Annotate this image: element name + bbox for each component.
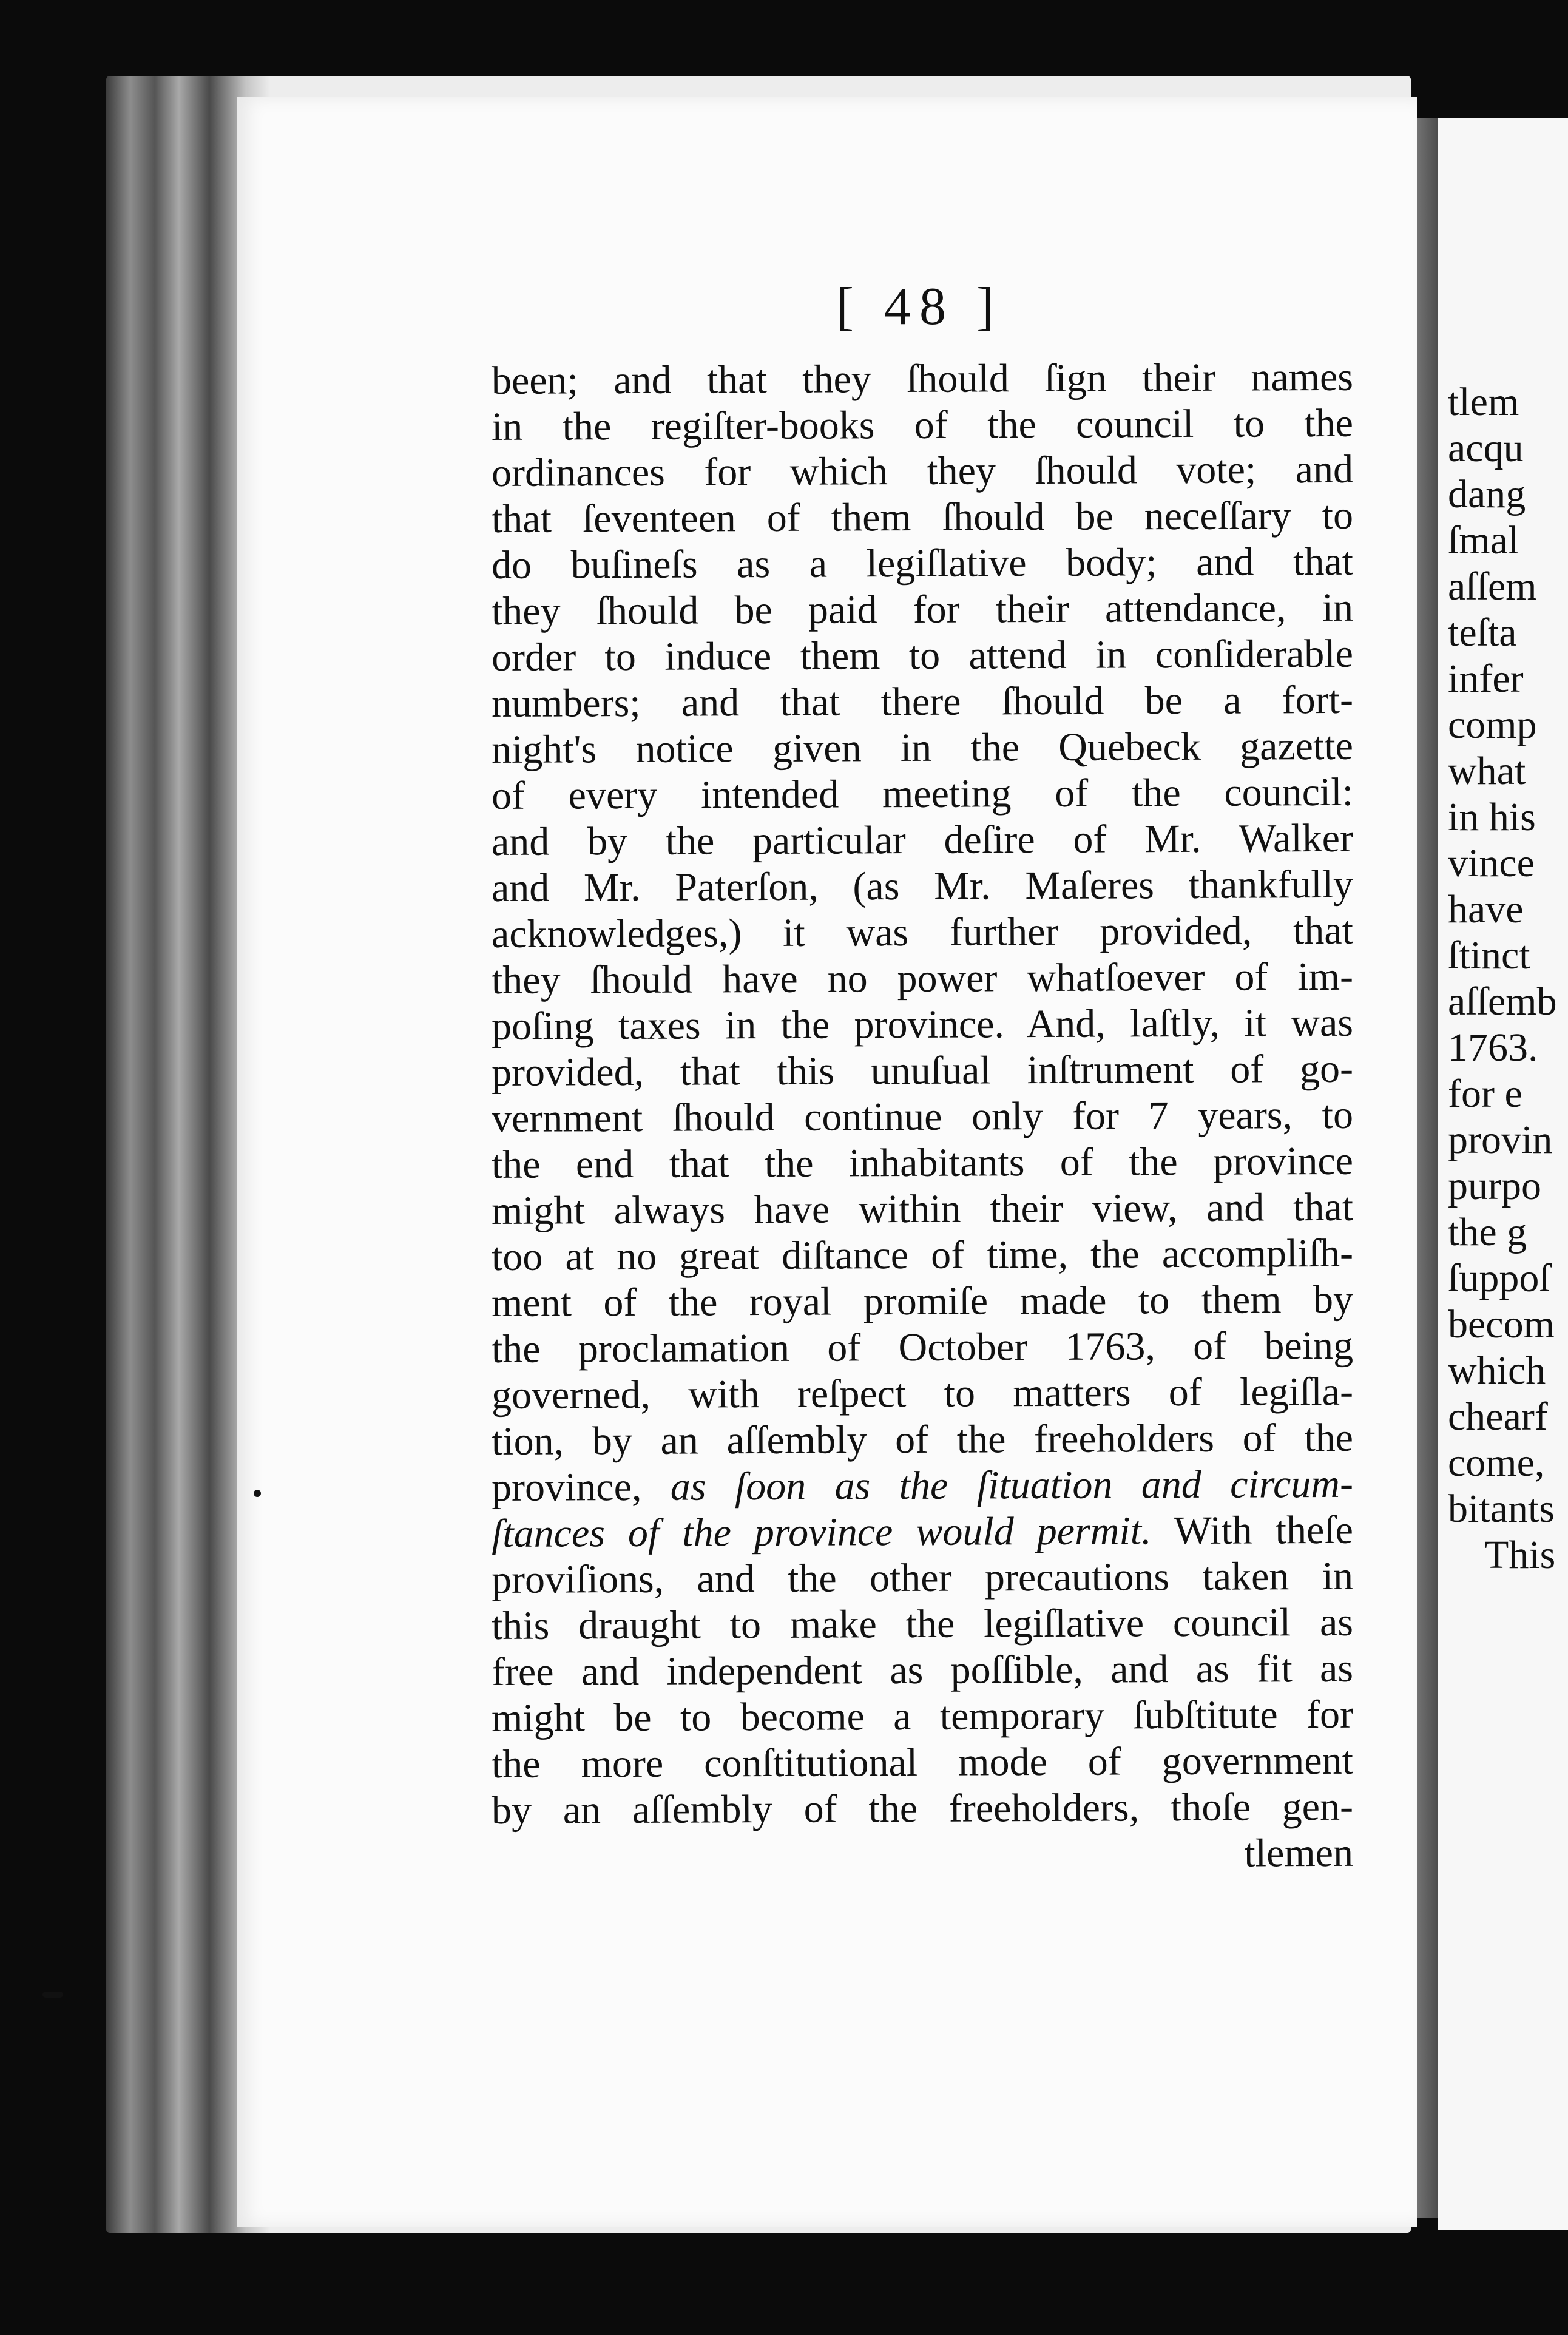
text-line bbox=[492, 954, 1353, 1004]
text-line bbox=[492, 1692, 1353, 1742]
text-run: that ſeventeen of them ſhould be neceſſary to bbox=[491, 493, 1354, 541]
text-run: of every intended meeting of the council: bbox=[491, 769, 1354, 818]
facing-text-line: 1763. bbox=[1448, 1026, 1538, 1070]
text-run: numbers; and that there ſhould be a fort- bbox=[491, 677, 1354, 726]
facing-text-line: provin bbox=[1448, 1118, 1553, 1162]
text-run: tion, by an aſſembly of the freeholders of the bbox=[491, 1415, 1354, 1464]
facing-text-line: dang bbox=[1448, 472, 1526, 516]
text-run: ment of the royal promiſe made to them by bbox=[491, 1277, 1354, 1325]
text-run: and by the particular deſire of Mr. Walker bbox=[491, 816, 1354, 864]
text-run: vernment ſhould continue only for 7 years, to bbox=[491, 1092, 1354, 1141]
text-line bbox=[492, 585, 1353, 635]
facing-text-line: teſta bbox=[1448, 610, 1517, 655]
margin-dot bbox=[254, 1490, 261, 1497]
facing-text-line: tlem bbox=[1448, 380, 1519, 424]
facing-text-line: infer bbox=[1448, 657, 1524, 701]
facing-text-line: comp bbox=[1448, 703, 1537, 747]
text-run: free and independent as poſſible, and as fit as bbox=[491, 1646, 1354, 1694]
facing-text-line: bitants bbox=[1448, 1487, 1555, 1531]
facing-text-line: come, bbox=[1448, 1441, 1545, 1485]
facing-page bbox=[1438, 118, 1568, 2230]
text-line bbox=[492, 1323, 1353, 1373]
text-line bbox=[492, 1415, 1353, 1465]
text-line bbox=[492, 631, 1353, 681]
text-line bbox=[492, 354, 1353, 404]
facing-text-line: acqu bbox=[1448, 426, 1524, 470]
text-run: and Mr. Paterſon, (as Mr. Maſeres thankfully bbox=[491, 862, 1354, 910]
text-run: proviſions, and the other precautions taken in bbox=[491, 1553, 1354, 1602]
text-line bbox=[492, 1231, 1353, 1280]
text-line bbox=[492, 1046, 1353, 1096]
text-run: night's notice given in the Quebeck gazette bbox=[491, 723, 1354, 772]
text-line bbox=[492, 1830, 1353, 1880]
text-run: been; and that they ſhould ſign their names bbox=[491, 354, 1354, 403]
text-run: poſing taxes in the province. And, laſtly, it was bbox=[491, 1000, 1354, 1049]
text-line bbox=[492, 1092, 1353, 1142]
text-run: governed, with reſpect to matters of legiſla- bbox=[491, 1369, 1354, 1418]
text-run: acknowledges,) it was further provided, that bbox=[491, 908, 1354, 956]
facing-page-text bbox=[1448, 379, 1557, 1578]
text-line bbox=[492, 677, 1353, 727]
text-line bbox=[492, 1000, 1353, 1050]
text-line bbox=[492, 1461, 1353, 1511]
facing-text-line: in his bbox=[1448, 795, 1536, 839]
text-run: provided, that this unuſual inſtrument of go- bbox=[491, 1046, 1354, 1095]
text-line bbox=[492, 908, 1353, 958]
text-line bbox=[492, 769, 1353, 819]
text-line bbox=[492, 723, 1353, 773]
facing-text-line: chearf bbox=[1448, 1394, 1548, 1439]
text-run: might always have within their view, and that bbox=[491, 1184, 1354, 1233]
text-run: by an aſſembly of the freeholders, thoſe gen- bbox=[491, 1784, 1354, 1833]
text-line bbox=[492, 1738, 1353, 1788]
italic-text: ſtances of the province would permit. bbox=[491, 1509, 1152, 1556]
facing-text-line: ſuppoſ bbox=[1448, 1256, 1550, 1300]
facing-text-line: the g bbox=[1448, 1210, 1527, 1254]
text-run: order to induce them to attend in conſiderable bbox=[491, 631, 1354, 680]
facing-text-line: have bbox=[1448, 887, 1524, 931]
text-run: tlemen bbox=[1244, 1830, 1354, 1876]
text-run: the more conſtitutional mode of government bbox=[491, 1738, 1354, 1786]
text-line bbox=[492, 816, 1353, 865]
text-run: might be to become a temporary ſubſtitute for bbox=[491, 1692, 1354, 1740]
facing-text-line: what bbox=[1448, 749, 1526, 793]
text-run: province, bbox=[491, 1464, 642, 1510]
text-line bbox=[492, 1784, 1353, 1834]
text-line bbox=[492, 539, 1353, 589]
facing-text-line: aſſemb bbox=[1448, 979, 1557, 1024]
italic-text: as ſoon as the ſituation and circum- bbox=[641, 1461, 1354, 1509]
facing-text-line: This bbox=[1484, 1533, 1556, 1577]
facing-text-line: aſſem bbox=[1448, 564, 1537, 609]
text-run: they ſhould be paid for their attendance, in bbox=[491, 585, 1354, 634]
text-run: too at no great diſtance of time, the accompliſh- bbox=[491, 1231, 1354, 1279]
text-run: ordinances for which they ſhould vote; and bbox=[491, 447, 1354, 495]
facing-text-line: for e bbox=[1448, 1072, 1522, 1116]
facing-text-line: ſmal bbox=[1448, 518, 1519, 563]
page-number: [ 48 ] bbox=[836, 277, 1003, 336]
facing-text-line: vince bbox=[1448, 841, 1535, 885]
text-line bbox=[492, 1553, 1353, 1603]
text-line bbox=[492, 1184, 1353, 1234]
text-line bbox=[492, 1277, 1353, 1326]
text-run: With theſe bbox=[1151, 1507, 1354, 1553]
facing-text-line: which bbox=[1448, 1348, 1546, 1393]
text-line bbox=[492, 493, 1353, 542]
text-run: do buſineſs as a legiſlative body; and that bbox=[491, 539, 1354, 587]
margin-mark bbox=[42, 1992, 63, 1998]
page-body-text bbox=[491, 354, 1354, 1880]
text-run: in the regiſter-books of the council to the bbox=[491, 400, 1354, 449]
text-line bbox=[492, 447, 1353, 496]
text-line bbox=[492, 1507, 1353, 1557]
text-line bbox=[492, 1600, 1353, 1649]
text-run: they ſhould have no power whatſoever of im- bbox=[491, 954, 1354, 1002]
text-line bbox=[492, 1646, 1353, 1695]
text-line bbox=[492, 1138, 1353, 1188]
text-run: the end that the inhabitants of the province bbox=[491, 1138, 1354, 1187]
text-line bbox=[492, 400, 1353, 450]
facing-text-line: becom bbox=[1448, 1302, 1555, 1347]
facing-text-line: ſtinct bbox=[1448, 933, 1530, 978]
text-line bbox=[492, 1369, 1353, 1419]
text-run: the proclamation of October 1763, of being bbox=[491, 1323, 1354, 1371]
text-run: this draught to make the legiſlative council as bbox=[491, 1600, 1354, 1648]
text-line bbox=[492, 862, 1353, 911]
facing-text-line: purpo bbox=[1448, 1164, 1541, 1208]
